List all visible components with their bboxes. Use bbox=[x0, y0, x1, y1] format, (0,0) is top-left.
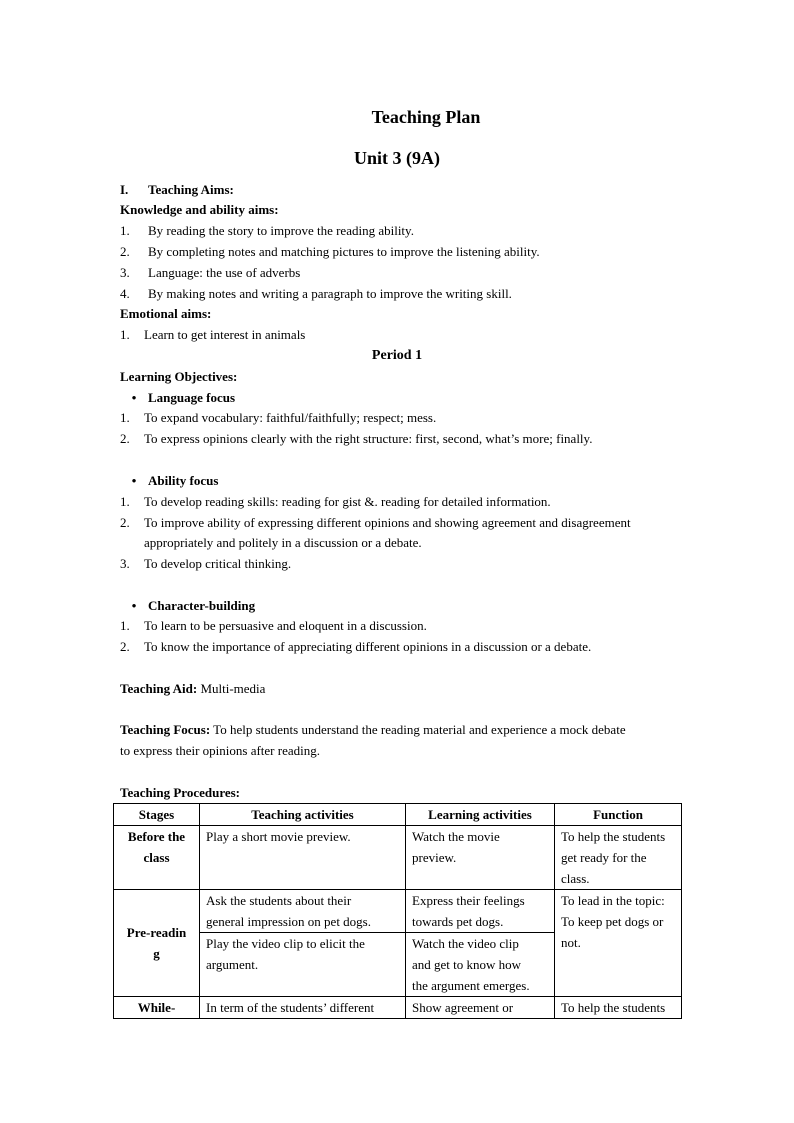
document-title: Teaching Plan bbox=[371, 107, 481, 127]
procedures-heading: Teaching Procedures: bbox=[120, 785, 241, 800]
list-item: 1. To develop reading skills: reading for gist &. reading for detailed information. bbox=[120, 494, 551, 509]
teaching-aid: Teaching Aid: Multi-media bbox=[120, 681, 266, 696]
column-header: Teaching activities bbox=[200, 804, 406, 826]
stage-cell: While- bbox=[114, 997, 200, 1019]
teaching-aims-heading bbox=[120, 182, 234, 198]
teaching-activity-cell: Play the video clip to elicit the argument. bbox=[200, 933, 406, 997]
emotional-heading: Emotional aims: bbox=[120, 306, 212, 321]
list-item: 2. By completing notes and matching pictures to improve the listening ability. bbox=[120, 244, 540, 259]
unit-title: Unit 3 (9A) bbox=[354, 148, 440, 168]
list-item: 3. To develop critical thinking. bbox=[120, 556, 292, 571]
objectives-heading: Learning Objectives: bbox=[120, 369, 238, 384]
section-heading-text: Teaching Aims: bbox=[148, 182, 234, 197]
character-building-heading: • Character-building bbox=[120, 598, 255, 614]
language-focus-heading: • Language focus bbox=[120, 390, 235, 406]
teaching-focus-continuation: to express their opinions after reading. bbox=[120, 743, 320, 758]
list-item: 3. Language: the use of adverbs bbox=[120, 265, 301, 280]
knowledge-heading: Knowledge and ability aims: bbox=[120, 202, 279, 217]
list-item: 1. To expand vocabulary: faithful/faithfully; respect; mess. bbox=[120, 410, 437, 425]
list-item: 2. To improve ability of expressing different opinions and showing agreement and disagreement bbox=[120, 515, 631, 530]
function-cell: To help the students get ready for the class. bbox=[555, 826, 682, 890]
stage-cell: Before the class bbox=[114, 826, 200, 890]
learning-activity-cell: Watch the movie preview. bbox=[406, 826, 555, 890]
teaching-activity-cell: Ask the students about their general impression on pet dogs. bbox=[200, 890, 406, 933]
learning-activity-cell: Show agreement or bbox=[406, 997, 555, 1019]
table-row bbox=[114, 997, 682, 1019]
procedures-table bbox=[113, 803, 682, 1019]
section-number: I. bbox=[120, 182, 129, 197]
list-item: 2. To know the importance of appreciating different opinions in a discussion or a debate. bbox=[120, 639, 592, 654]
teaching-focus: Teaching Focus: To help students understand the reading material and experience a mock debate bbox=[120, 722, 626, 737]
learning-activity-cell: Watch the video clip and get to know how the argument emerges. bbox=[406, 933, 555, 997]
table-header-row bbox=[114, 804, 682, 826]
list-item: 1. Learn to get interest in animals bbox=[120, 327, 306, 342]
function-cell: To help the students bbox=[555, 997, 682, 1019]
period-heading: Period 1 bbox=[371, 348, 423, 363]
column-header: Function bbox=[555, 804, 682, 826]
teaching-activity-cell: In term of the students’ different bbox=[200, 997, 406, 1019]
list-item: 1. By reading the story to improve the reading ability. bbox=[120, 223, 414, 238]
ability-focus-heading: • Ability focus bbox=[120, 473, 218, 489]
list-item: 2. To express opinions clearly with the right structure: first, second, what’s more; finally. bbox=[120, 431, 593, 446]
stage-cell: Pre-readin g bbox=[114, 890, 200, 997]
list-item: 4. By making notes and writing a paragraph to improve the writing skill. bbox=[120, 286, 512, 301]
table-row bbox=[114, 890, 682, 933]
column-header: Learning activities bbox=[406, 804, 555, 826]
bullet-icon: • bbox=[131, 473, 137, 488]
list-item: 1. To learn to be persuasive and eloquent in a discussion. bbox=[120, 618, 427, 633]
bullet-icon: • bbox=[131, 598, 137, 613]
list-item-continuation: appropriately and politely in a discussion or a debate. bbox=[144, 535, 422, 550]
function-cell: To lead in the topic: To keep pet dogs or not. bbox=[555, 890, 682, 997]
teaching-activity-cell: Play a short movie preview. bbox=[200, 826, 406, 890]
table-row bbox=[114, 826, 682, 890]
learning-activity-cell: Express their feelings towards pet dogs. bbox=[406, 890, 555, 933]
column-header: Stages bbox=[114, 804, 200, 826]
bullet-icon: • bbox=[131, 390, 137, 405]
